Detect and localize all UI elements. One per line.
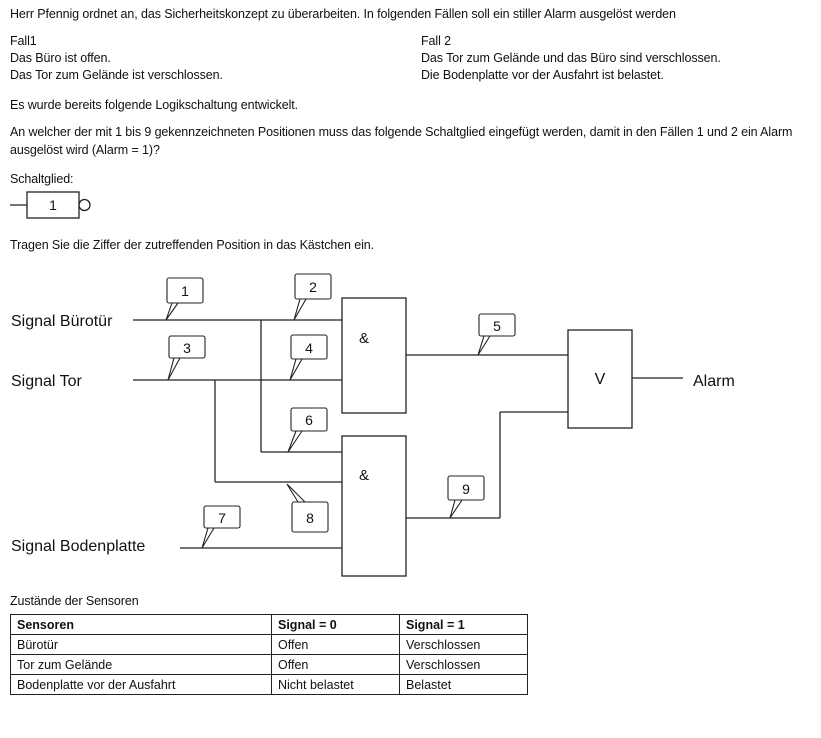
question-line-2: ausgelöst wird (Alarm = 1)? [10,143,160,157]
and-gate-top [342,298,406,413]
position-number-4: 4 [305,340,313,356]
table-cell: Offen [272,635,400,655]
position-number-1: 1 [181,283,189,299]
table-cell: Offen [272,655,400,675]
table-header-sensoren: Sensoren [11,615,272,635]
table-header-signal-1: Signal = 1 [400,615,528,635]
position-number-5: 5 [493,318,501,334]
table-row [11,635,528,655]
table-header-row [11,615,528,635]
schaltglied-value: 1 [49,197,57,213]
fall2-title: Fall 2 [421,34,451,48]
table-cell: Verschlossen [400,635,528,655]
signal-label-tor: Signal Tor [11,373,82,390]
fall1-title: Fall1 [10,34,37,48]
schaltglied-label: Schaltglied: [10,172,74,186]
fall1-line-2: Das Tor zum Gelände ist verschlossen. [10,68,223,82]
table-cell: Nicht belastet [272,675,400,695]
output-label-alarm: Alarm [693,373,735,390]
and-gate-bottom [342,436,406,576]
position-number-7: 7 [218,510,226,526]
fall2-line-2: Die Bodenplatte vor der Ausfahrt ist belastet. [421,68,664,82]
or-gate-symbol: V [594,371,606,388]
position-number-6: 6 [305,412,313,428]
table-cell: Tor zum Gelände [11,655,272,675]
table-cell: Verschlossen [400,655,528,675]
table-header-signal-0: Signal = 0 [272,615,400,635]
and-gate-bottom-symbol: & [358,467,370,484]
instruction-text: Tragen Sie die Ziffer der zutreffenden Position in das Kästchen ein. [10,238,375,252]
intro-text: Herr Pfennig ordnet an, das Sicherheitskonzept zu überarbeiten. In folgenden Fällen soll ein stiller Alarm ausgelöst werden [10,7,676,21]
position-number-3: 3 [183,340,191,356]
table-cell: Belastet [400,675,528,695]
table-cell: Bürotür [11,635,272,655]
fall1-line-1: Das Büro ist offen. [10,51,111,65]
signal-label-buerotuer: Signal Bürotür [11,313,113,330]
table-row [11,655,528,675]
developed-text: Es wurde bereits folgende Logikschaltung entwickelt. [10,98,299,112]
table-caption: Zustände der Sensoren [10,594,139,608]
question-line-1: An welcher der mit 1 bis 9 gekennzeichneten Positionen muss das folgende Schaltglied eingefügt werden, damit in den Fällen 1 und 2 ein Alarm [10,125,793,139]
position-number-2: 2 [309,279,317,295]
position-number-8: 8 [306,510,314,526]
table-row [11,675,528,695]
position-number-9: 9 [462,481,470,497]
and-gate-top-symbol: & [358,330,370,347]
signal-label-bodenplatte: Signal Bodenplatte [11,538,146,555]
sensor-states-table [10,614,528,695]
table-cell: Bodenplatte vor der Ausfahrt [11,675,272,695]
fall2-line-1: Das Tor zum Gelände und das Büro sind verschlossen. [421,51,721,65]
